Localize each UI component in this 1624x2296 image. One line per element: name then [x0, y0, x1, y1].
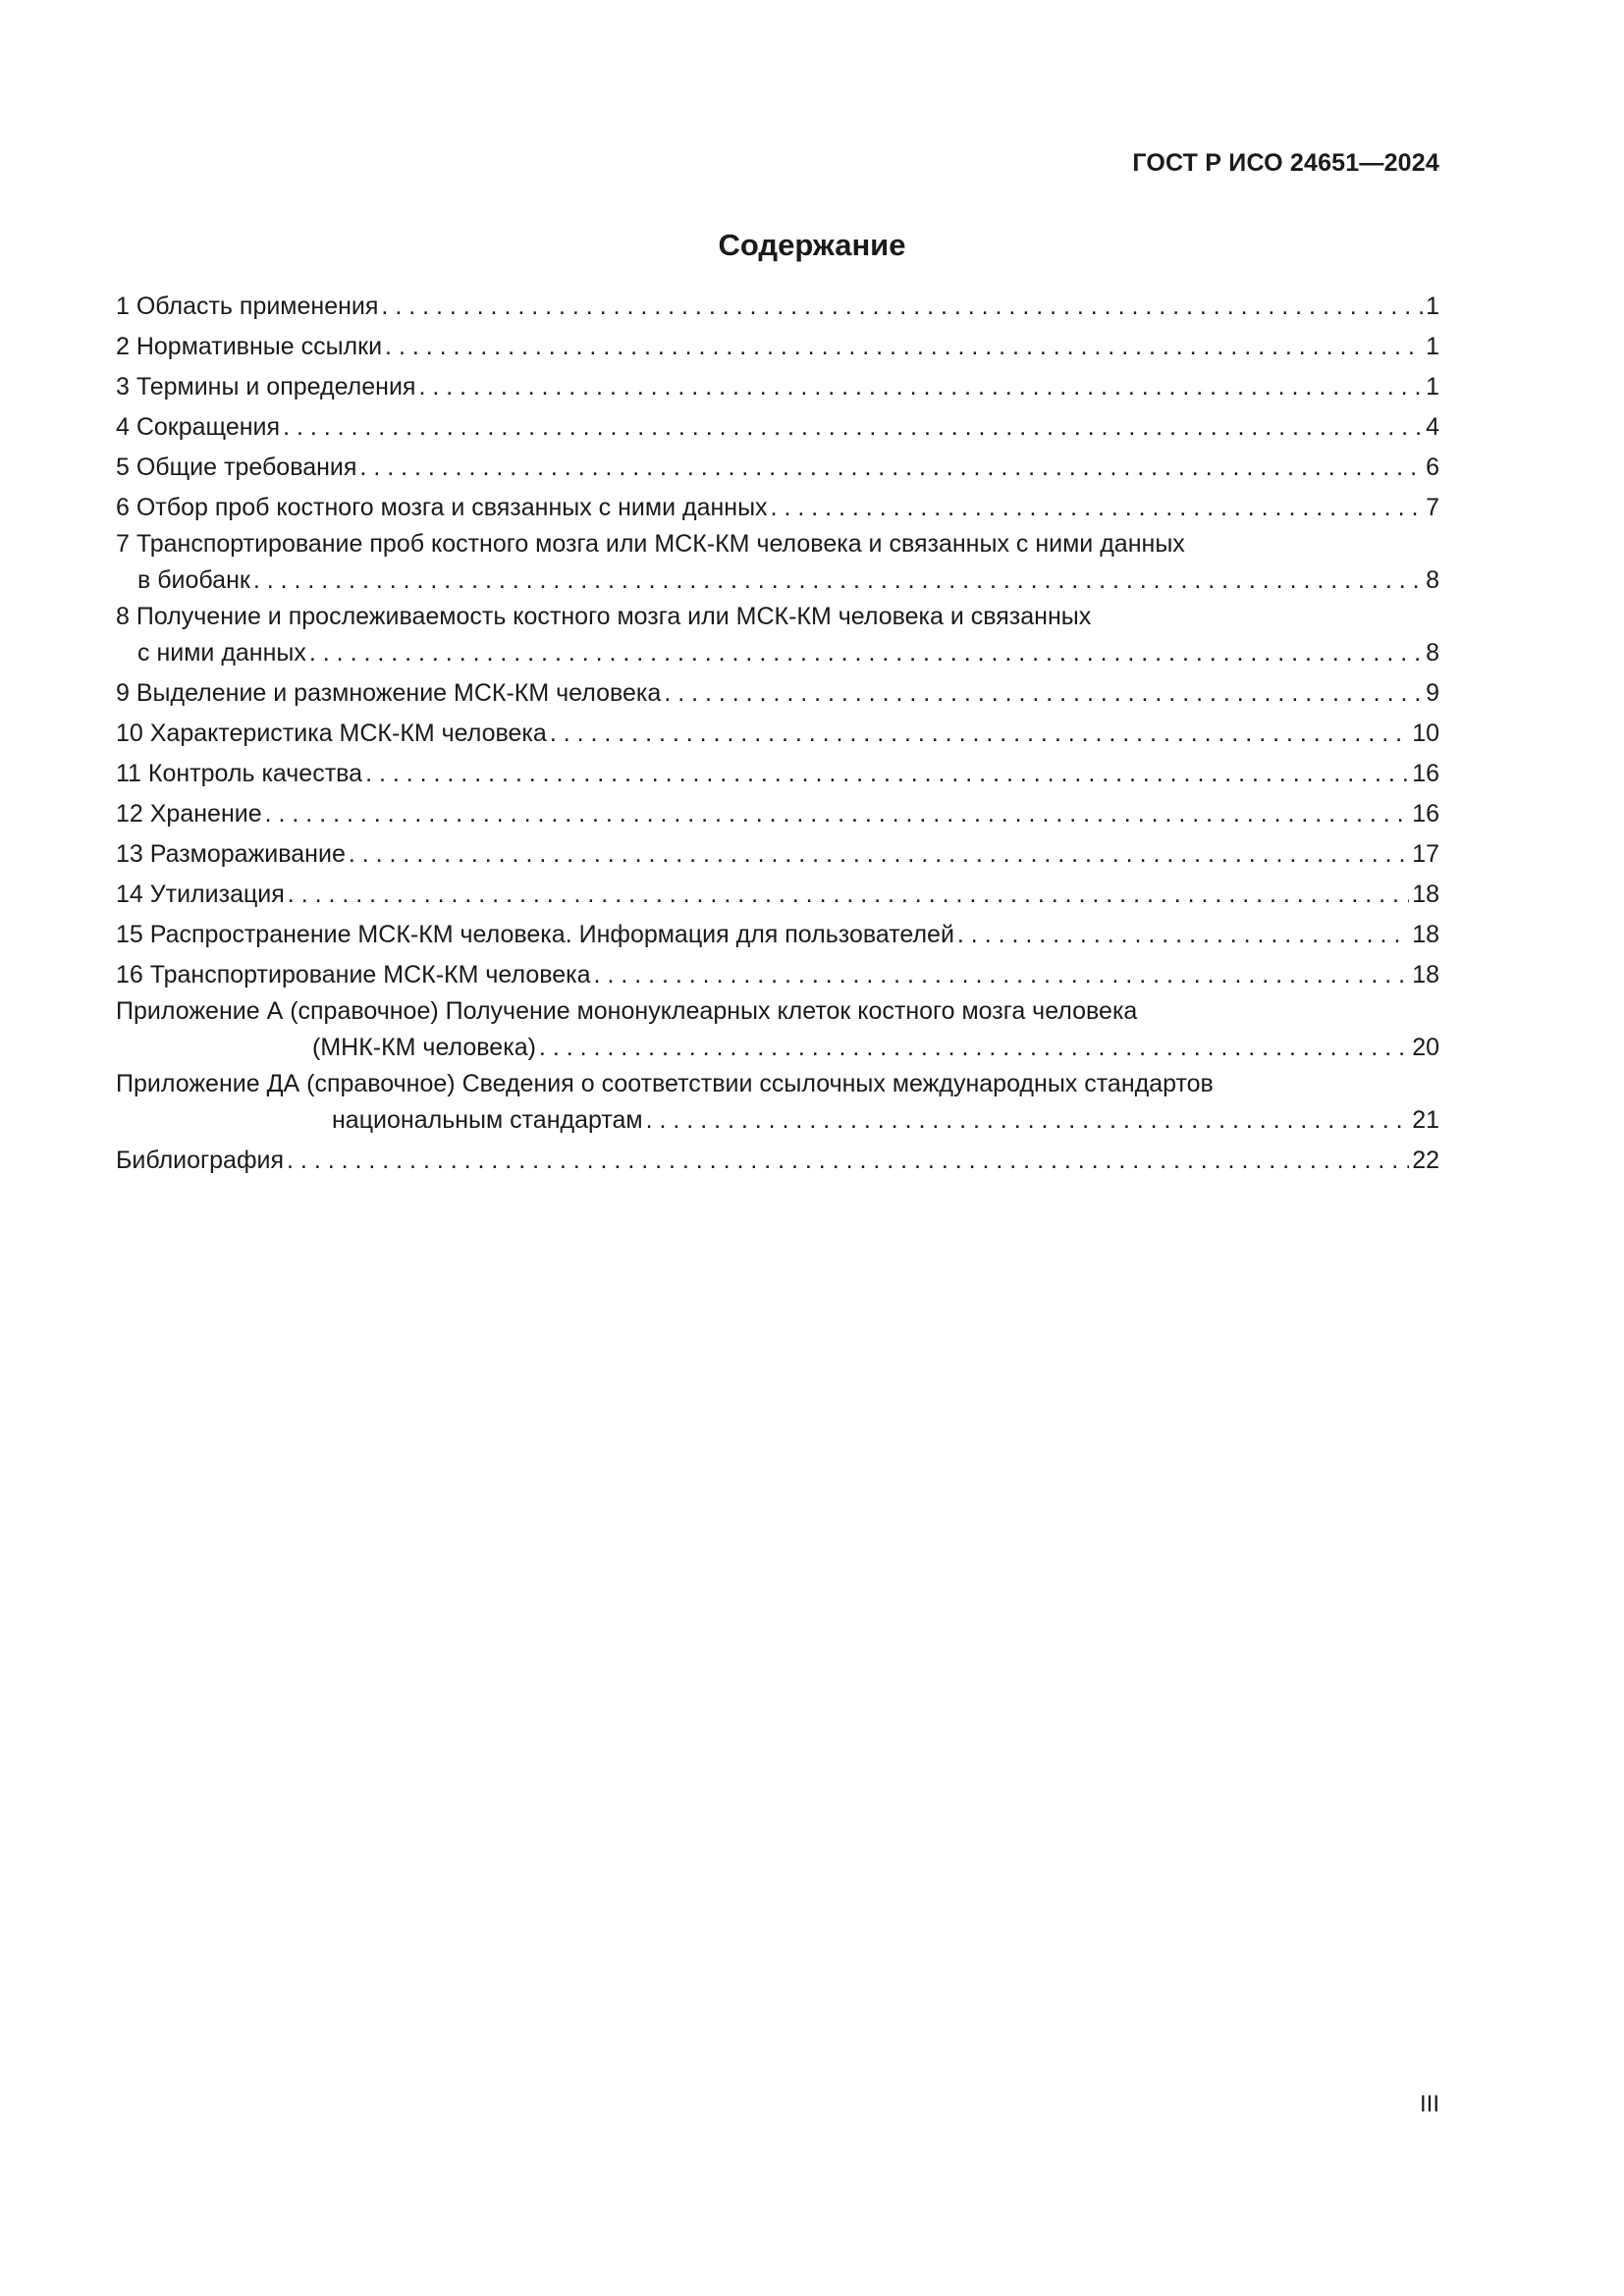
toc-page-number: 1: [1426, 293, 1439, 320]
page-number: III: [1419, 2091, 1439, 2117]
leader-dots: [288, 875, 1409, 915]
toc-entry-appendix-a[interactable]: [116, 995, 1439, 1068]
toc-entry-title: 16 Транспортирование МСК-КМ человека: [116, 961, 591, 988]
leader-dots: [265, 794, 1410, 834]
toc-entry-3[interactable]: [116, 367, 1439, 407]
toc-entry-title: 4 Сокращения: [116, 413, 281, 441]
toc-entry-title: 3 Термины и определения: [116, 373, 416, 400]
toc-page-number: 16: [1412, 760, 1439, 787]
toc-entry-10[interactable]: [116, 714, 1439, 754]
leader-dots: [309, 633, 1423, 673]
toc-entry-12[interactable]: [116, 794, 1439, 834]
toc-page-number: 18: [1412, 921, 1439, 948]
toc-entry-13[interactable]: [116, 834, 1439, 875]
toc-page-number: 8: [1426, 639, 1439, 667]
leader-dots: [359, 448, 1423, 488]
leader-dots: [365, 754, 1409, 794]
toc-entry-15[interactable]: [116, 915, 1439, 955]
leader-dots: [349, 834, 1409, 875]
toc-entry-14[interactable]: [116, 875, 1439, 915]
toc-entry-title: 1 Область применения: [116, 293, 379, 320]
toc-page-number: 9: [1426, 679, 1439, 707]
toc-entry-title: Приложение А (справочное) Получение мононуклеарных клеток костного мозга человека: [116, 997, 1138, 1025]
toc-page-number: 21: [1412, 1106, 1439, 1134]
toc-entry-16[interactable]: [116, 955, 1439, 995]
toc-entry-4[interactable]: [116, 407, 1439, 448]
toc-entry-title: 11 Контроль качества: [116, 760, 363, 787]
leader-dots: [381, 287, 1423, 327]
toc-entry-title: Приложение ДА (справочное) Сведения о соответствии ссылочных международных стандартов: [116, 1070, 1214, 1097]
toc-entry-7[interactable]: [116, 528, 1439, 601]
toc-entry-appendix-da[interactable]: [116, 1068, 1439, 1141]
toc-page-number: 8: [1426, 566, 1439, 594]
toc-entry-title: 5 Общие требования: [116, 454, 357, 481]
toc-entry-1[interactable]: [116, 287, 1439, 327]
toc-entry-title-continued: с ними данных: [137, 639, 306, 667]
leader-dots: [418, 367, 1423, 407]
toc-title: Содержание: [718, 228, 906, 262]
leader-dots: [594, 955, 1410, 995]
toc-entry-title: 14 Утилизация: [116, 881, 285, 908]
toc-entry-9[interactable]: [116, 673, 1439, 714]
toc-page-number: 7: [1426, 494, 1439, 521]
toc-entry-title-continued: в биобанк: [137, 566, 250, 594]
leader-dots: [385, 327, 1423, 367]
toc-page-number: 22: [1412, 1147, 1439, 1174]
leader-dots: [287, 1141, 1409, 1181]
toc-entry-title-continued: национальным стандартам: [332, 1106, 643, 1134]
leader-dots: [539, 1028, 1409, 1068]
table-of-contents: [116, 287, 1439, 1181]
leader-dots: [253, 561, 1423, 601]
toc-page-number: 6: [1426, 454, 1439, 481]
toc-page-number: 20: [1412, 1034, 1439, 1061]
toc-page-number: 18: [1412, 961, 1439, 988]
leader-dots: [771, 488, 1424, 528]
toc-entry-title: Библиография: [116, 1147, 285, 1174]
toc-entry-8[interactable]: [116, 601, 1439, 673]
toc-entry-title: 15 Распространение МСК-КМ человека. Информация для пользователей: [116, 921, 954, 948]
toc-page-number: 1: [1426, 373, 1439, 400]
toc-entry-title: 6 Отбор проб костного мозга и связанных с ними данных: [116, 494, 768, 521]
toc-page-number: 1: [1426, 333, 1439, 360]
toc-entry-11[interactable]: [116, 754, 1439, 794]
toc-entry-5[interactable]: [116, 448, 1439, 488]
toc-entry-title: 7 Транспортирование проб костного мозга или МСК-КМ человека и связанных с ними данных: [116, 530, 1185, 558]
toc-entry-title: 13 Размораживание: [116, 840, 346, 868]
leader-dots: [664, 673, 1423, 714]
leader-dots: [957, 915, 1409, 955]
toc-entry-title: 2 Нормативные ссылки: [116, 333, 383, 360]
leader-dots: [550, 714, 1409, 754]
toc-entry-title: 10 Характеристика МСК-КМ человека: [116, 720, 547, 747]
toc-page-number: 17: [1412, 840, 1439, 868]
document-code: ГОСТ Р ИСО 24651—2024: [1132, 149, 1439, 177]
toc-entry-title: 12 Хранение: [116, 800, 262, 828]
toc-page-number: 10: [1412, 720, 1439, 747]
toc-entry-title: 9 Выделение и размножение МСК-КМ человека: [116, 679, 662, 707]
toc-entry-2[interactable]: [116, 327, 1439, 367]
leader-dots: [646, 1100, 1410, 1141]
toc-page-number: 18: [1412, 881, 1439, 908]
toc-page-number: 4: [1426, 413, 1439, 441]
toc-entry-bibliography[interactable]: [116, 1141, 1439, 1181]
toc-page-number: 16: [1412, 800, 1439, 828]
toc-entry-6[interactable]: [116, 488, 1439, 528]
toc-entry-title: 8 Получение и прослеживаемость костного мозга или МСК-КМ человека и связанных: [116, 603, 1092, 630]
leader-dots: [283, 407, 1423, 448]
toc-entry-title-continued: (МНК-КМ человека): [312, 1034, 536, 1061]
